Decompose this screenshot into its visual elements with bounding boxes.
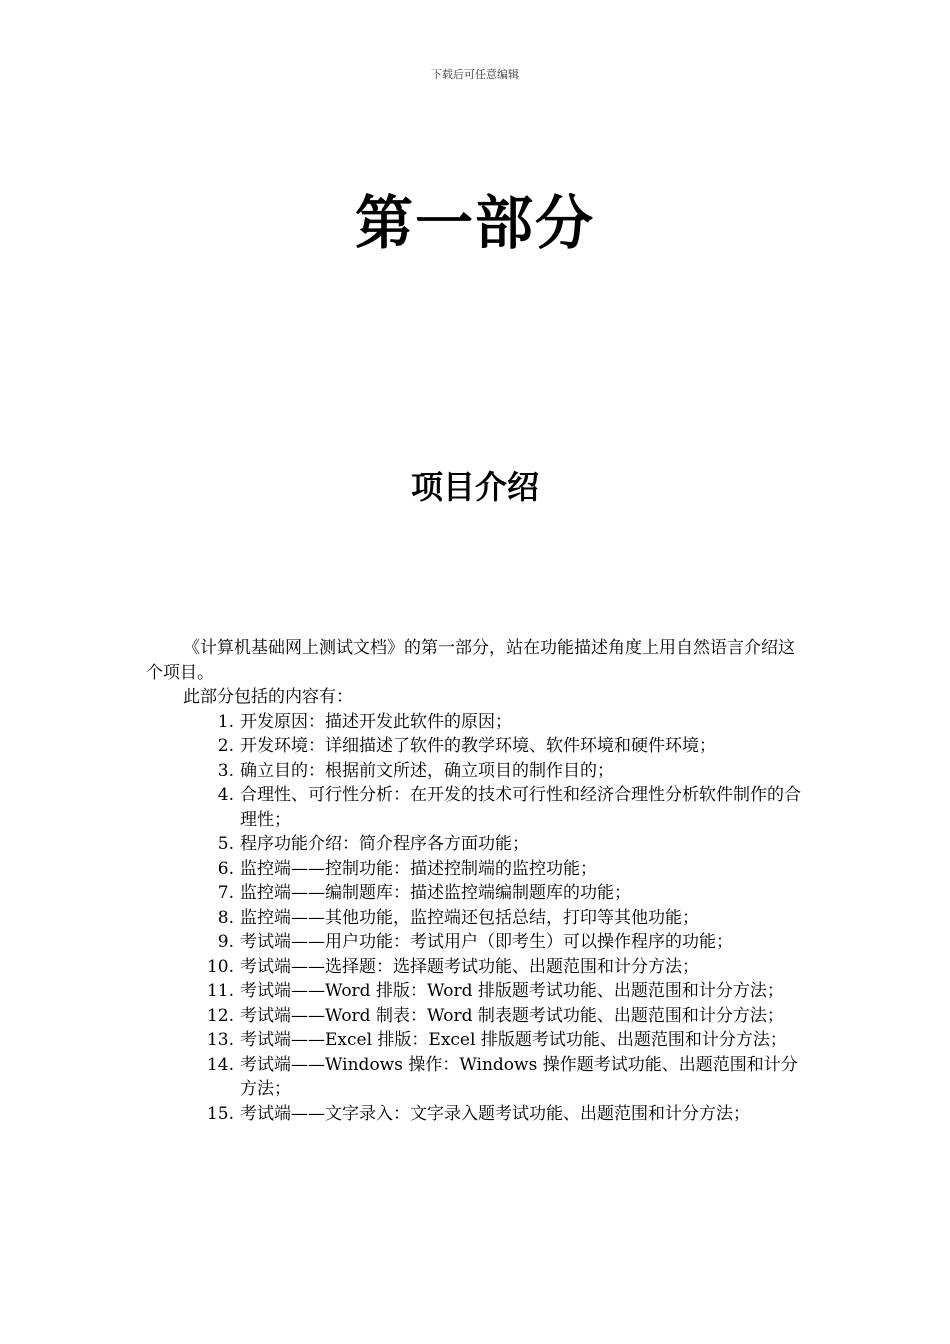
list-item-text: 确立目的：根据前文所述，确立项目的制作目的；	[240, 760, 614, 781]
list-item	[146, 1053, 810, 1102]
body-text	[146, 636, 810, 1126]
list-item-text: 监控端——控制功能：描述控制端的监控功能；	[240, 858, 597, 879]
list-item-number: 13.	[206, 1030, 234, 1050]
list-item	[146, 1028, 810, 1053]
list-item-number: 11.	[206, 981, 234, 1001]
list-item-number: 4.	[217, 785, 234, 805]
list-item-text: 考试端——Word 制表：Word 制表题考试功能、出题范围和计分方法；	[240, 1005, 784, 1026]
list-item-number: 15.	[206, 1103, 234, 1124]
intro-paragraph: 《计算机基础网上测试文档》的第一部分，站在功能描述角度上用自然语言介绍这个项目。	[146, 638, 795, 683]
list-item-number: 9.	[217, 932, 234, 952]
list-item-text: 监控端——其他功能，监控端还包括总结，打印等其他功能；	[240, 907, 699, 928]
list-item	[146, 1004, 810, 1029]
list-item-text: 考试端——选择题：选择题考试功能、出题范围和计分方法；	[240, 956, 699, 977]
list-item-number: 6.	[217, 858, 234, 879]
list-item-text: 考试端——文字录入：文字录入题考试功能、出题范围和计分方法；	[240, 1103, 750, 1124]
list-item-number: 8.	[217, 907, 234, 928]
list-item-text: 考试端——用户功能：考试用户（即考生）可以操作程序的功能；	[240, 932, 733, 952]
list-item	[146, 832, 810, 857]
list-item-text: 考试端——Excel 排版：Excel 排版题考试功能、出题范围和计分方法；	[240, 1030, 787, 1050]
list-item-number: 3.	[217, 760, 234, 781]
list-item-number: 12.	[206, 1005, 234, 1026]
list-item	[146, 881, 810, 906]
list-item	[146, 955, 810, 980]
list-item-text: 开发原因：描述开发此软件的原因；	[240, 711, 512, 732]
list-item	[146, 734, 810, 759]
list-item-text: 程序功能介绍：简介程序各方面功能；	[240, 834, 529, 854]
list-item-text: 监控端——编制题库：描述监控端编制题库的功能；	[240, 883, 631, 903]
list-item-number: 10.	[206, 956, 234, 977]
content-list	[146, 710, 810, 1127]
list-item-text: 考试端——Word 排版：Word 排版题考试功能、出题范围和计分方法；	[240, 981, 784, 1001]
list-item-number: 5.	[217, 834, 234, 854]
list-item	[146, 710, 810, 735]
list-item-number: 7.	[217, 883, 234, 903]
list-item-text: 考试端——Windows 操作：Windows 操作题考试功能、出题范围和计分方法；	[240, 1054, 798, 1099]
list-item-number: 14.	[206, 1054, 234, 1075]
list-item	[146, 857, 810, 882]
list-item-text: 合理性、可行性分析：在开发的技术可行性和经济合理性分析软件制作的合理性；	[240, 785, 801, 830]
list-item	[146, 906, 810, 931]
list-item	[146, 783, 810, 832]
list-item	[146, 979, 810, 1004]
list-item-text: 开发环境：详细描述了软件的教学环境、软件环境和硬件环境；	[240, 736, 716, 756]
list-intro-paragraph: 此部分包括的内容有：	[183, 687, 353, 707]
part-title: 第一部分	[354, 189, 595, 257]
list-item	[146, 930, 810, 955]
list-item	[146, 1102, 810, 1127]
list-item	[146, 759, 810, 784]
page-header: 下载后可任意编辑	[431, 68, 519, 81]
list-item-number: 1.	[217, 711, 234, 732]
list-item-number: 2.	[217, 736, 234, 756]
section-title: 项目介绍	[410, 468, 539, 506]
